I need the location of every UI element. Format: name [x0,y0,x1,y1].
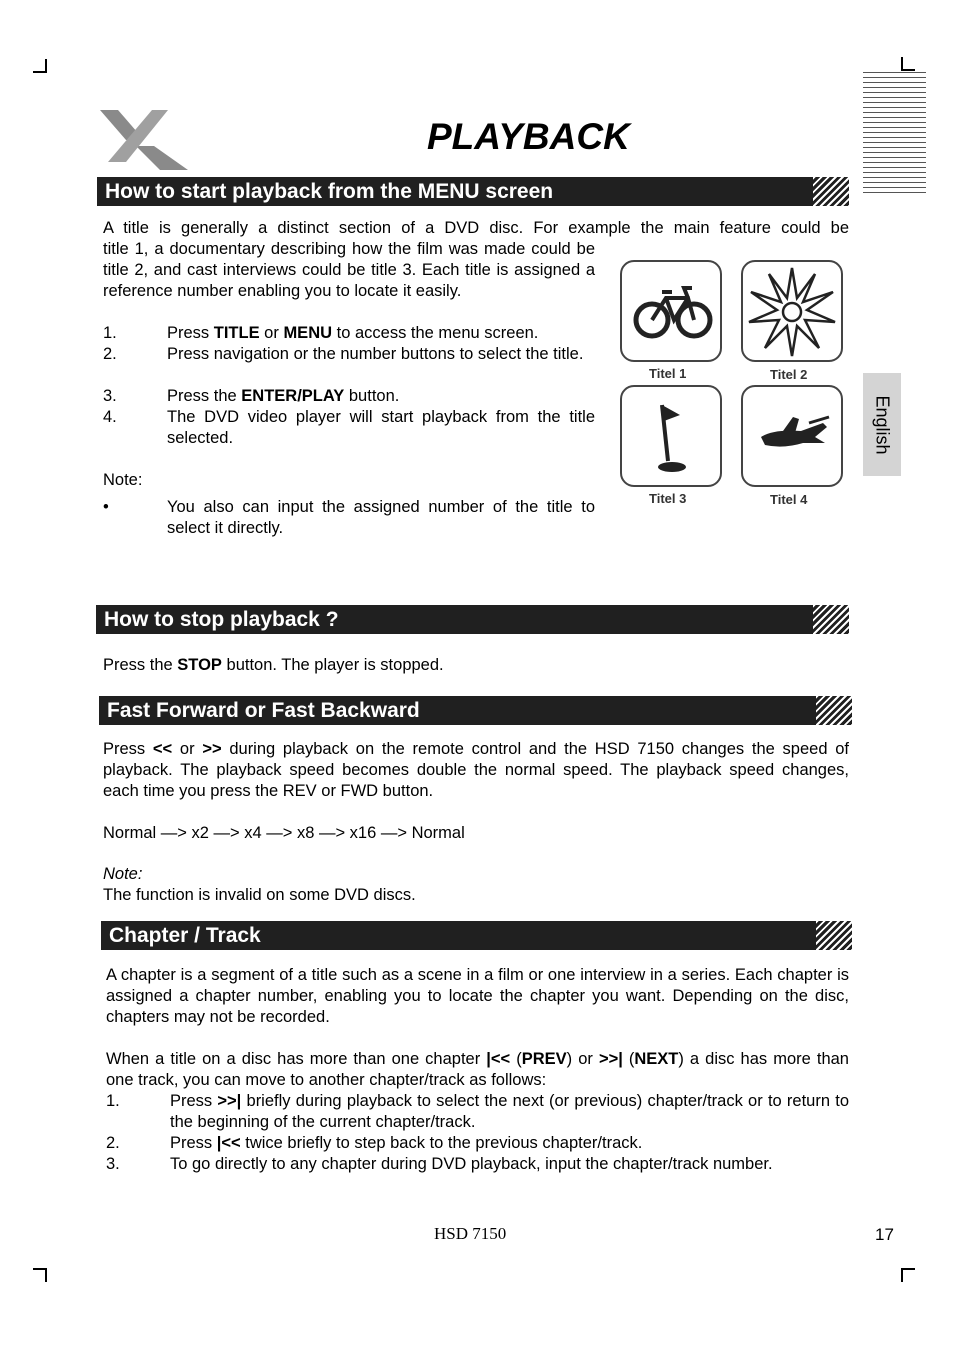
fast-forward-note-label: Note: [103,865,143,883]
step-number: 2. [106,1134,120,1152]
flag-icon [622,387,720,485]
chapter-step-1 [106,1091,849,1133]
section-heading-text: How to stop playback ? [104,608,339,631]
language-tab [863,373,901,476]
footer-model: HSD 7150 [434,1224,507,1243]
fast-forward-paragraph: Press << or >> during playback on the remote control and the HSD 7150 changes the speed of playback. The playback speed becomes double the normal speed. The playback speed changes, each time you press the REV or FWD button. [103,740,849,800]
page-title: PLAYBACK [427,116,630,157]
heading-dots-decoration [813,177,853,206]
title-thumb-3 [620,385,722,487]
title-caption-1: Titel 1 [649,366,687,381]
step-number: 3. [103,387,117,405]
starburst-icon [743,262,841,360]
step-text: Press TITLE or MENU to access the menu screen. [167,324,539,342]
step-text: The DVD video player will start playback from the title selected. [167,408,595,447]
fast-forward-note-text: The function is invalid on some DVD discs. [103,886,416,904]
menu-step-1 [103,323,595,344]
step-text: Press |<< twice briefly to step back to the previous chapter/track. [170,1134,643,1152]
page-number: 17 [875,1225,894,1244]
crop-mark-bottom-left [33,1268,47,1282]
step-number: 3. [106,1155,120,1173]
x-logo [96,106,194,172]
section1-intro-rest: title 1, a documentary describing how the film was made could be title 2, and cast interviews could be title 3. Each title is assigned a reference number enabling you to locate it easily. [103,240,595,300]
menu-step-3 [103,386,595,407]
section1-note-item [103,497,595,539]
menu-step-2 [103,344,595,386]
step-text: Press the ENTER/PLAY button. [167,387,400,405]
chapter-step-3 [106,1154,849,1175]
language-tab-label: English [872,394,893,455]
title-thumb-1 [620,260,722,362]
step-number: 1. [106,1092,120,1110]
heading-dots-decoration [813,605,853,634]
step-number: 4. [103,408,117,426]
heading-dots-decoration [816,921,856,950]
title-thumb-2 [741,260,843,362]
airplane-icon [743,387,841,485]
section-heading-fast-forward [99,696,852,725]
bullet: • [103,498,109,516]
step-text: Press >>| briefly during playback to select the next (or previous) chapter/track or to return to the beginning of the current chapter/track. [170,1092,850,1131]
crop-mark-top-right [901,57,915,71]
title-caption-4: Titel 4 [770,492,808,507]
section1-note-label: Note: [103,471,143,489]
menu-step-4 [103,407,595,449]
section-heading-chapter-track [101,921,852,950]
bicycle-icon [622,262,720,360]
section-heading-text: Fast Forward or Fast Backward [107,699,420,722]
step-number: 1. [103,324,117,342]
section-heading-stop [96,605,849,634]
title-caption-3: Titel 3 [649,491,687,506]
stop-paragraph: Press the STOP button. The player is stopped. [103,656,444,674]
step-text: Press navigation or the number buttons to select the title. [167,345,584,363]
chapter-paragraph-1: A chapter is a segment of a title such as a scene in a film or one interview in a series. Each chapter is assigned a chapter number, enabling you to locate the chapter you want. Depending on the disc, chapters may not be recorded. [106,966,849,1026]
section1-intro-line1: A title is generally a distinct section of a DVD disc. For example the main feature could be [103,219,849,237]
crop-mark-top-left [33,59,47,73]
section-heading-text: How to start playback from the MENU screen [105,180,554,203]
note-text: You also can input the assigned number of the title to select it directly. [167,498,595,537]
heading-dots-decoration [816,696,856,725]
step-text: To go directly to any chapter during DVD playback, input the chapter/track number. [170,1155,773,1173]
speed-sequence: Normal —> x2 —> x4 —> x8 —> x16 —> Normal [103,824,465,842]
title-caption-2: Titel 2 [770,367,808,382]
section-heading-text: Chapter / Track [109,924,261,947]
section-heading-menu-playback [97,177,849,206]
title-menu-figure [612,255,856,517]
step-number: 2. [103,345,117,363]
title-thumb-4 [741,385,843,487]
chapter-paragraph-2: When a title on a disc has more than one chapter |<< (PREV) or >>| (NEXT) a disc has more than one track, you can move to another chapter/track as follows: [106,1050,849,1089]
crop-mark-bottom-right [901,1268,915,1282]
chapter-step-2 [106,1133,849,1154]
header-stripes [863,72,926,197]
